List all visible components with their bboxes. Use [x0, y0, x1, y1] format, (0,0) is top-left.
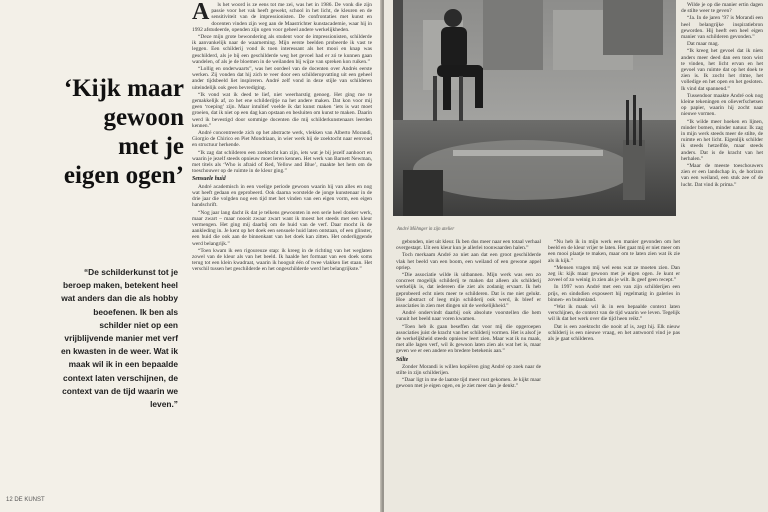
paragraph: “Die associatie wilde ik uitbannen. Mijn werk was een zo concreet mogelijk schilderij te maken dat alleen als schilderij werkelijk is, dat iedereen die ziet als zodanig ervaart. Ik heb geprobeerd echt niets meer te schilderen. Dat is me niet gelukt. Hoe abstract of leeg mijn schilderij ook werd, ik bleef er associaties in zien met dingen uit de werkelijkheid.” [396, 272, 541, 310]
left-page [0, 0, 382, 512]
right-column-3 [681, 2, 763, 507]
paragraph: gebonden, niet uit kleur. Ik ben dus meer naar een totaal verhaal overgestapt. Uit een kleur kun je allerlei toonwaarden halen.” [396, 239, 541, 252]
paragraph: “Nu heb ik in mijn werk een manier gevonden om het beeld en de kleur vrijer te laten. Het gaat mij er niet meer om een mooi plaatje te maken, maar om te laten zien wat ik zie als ik kijk.” [548, 239, 680, 264]
paragraph: “Lollig en onderwaarts”, was het oordeel van de docenten over Andrés eerste werken. Zij vonden dat hij zich te veer door een schilderopvatting uit een geheel ander tijdsbeeld liet inspireren. André zelf vond in deze stijle van schilderen uiteindelijk ook geen bevrediging. [192, 66, 372, 91]
paragraph: “Ik kreeg het gevoel dat ik niets anders meer deed dan een toon wist te vinden, het licht ervan en het gevoel van ruimte dat op het doek te zien is. Ik zocht het ritme, het volledige en het open en het gesloten. Ik vind dat spannend.” [681, 48, 763, 92]
paragraph: “Ik zag dat schilderen een zoektocht kan zijn, iets wat je bij jezelf aanhoort en waarin je jezelf steeds opnieuw moet leren kennen. Het werk van Barnett Newman, met titels als ‘Who is afraid of Red, Yellow and Blue’, maakte het hem om de toeschouwer op de ruimte in de kleur ging.” [192, 149, 372, 175]
paragraph: “Nog jaar lang dacht ik dat je telkens gewoonten in een serie heel donker werk, maar zwart – maar noooit zwaar zwart want ik moest het steeds met een kleur vermengen. Het ging mij daarbij om de huid van de verf. Daar mocht ik de aankleding in. Je kent op het doek een sensuele huid laten ontstaan, of een glinster, een huid die ook aan de binnenkant van het doek kan zitten. Het onderliggende werd belangrijk.” [192, 209, 372, 247]
paragraph: “Ik wilde meer hoeken en lijnen, minder bomen, minder natuur. Ik zag in mijn werk steeds meer de stilte, de ruimte en het licht. Eigenlijk schilder ik steeds hetzelfde, maar steeds anders. Dat is de kracht van het herhalen.” [681, 118, 763, 162]
page-folio: 12 DE KUNST [6, 497, 45, 503]
pull-quote: “De schilderkunst tot je beroep maken, betekent heel wat anders dan die als hobby beoefenen. Ik ben als schilder niet op een vrijblijvende manier met verf en kwasten in de weer. Wat ik maak wil ik in een bepaalde context laten verschijnen, de context van de tijd waarin we leven.” [61, 267, 178, 410]
headline [34, 74, 184, 190]
interview-question: Wilde je op die manier ertin dagen de stilte weer te geven? [681, 2, 763, 15]
right-page [384, 0, 768, 512]
paragraph: Tussendoor maakte André ook nog kleine tekeningen en olieverfschetsen op papier, waarin hij zocht naar nieuwe vormen. [681, 92, 763, 118]
paragraph: Dat is een zoektocht die nooit af is, zegt hij. Elk nieuw schilderij is een nieuwe vraag, en het antwoord vind je pas als je gaat schilderen. [548, 323, 680, 343]
paragraph: André ondervindt daarbij ook absolute voorstellen die hem vanuit het beeld naar voren kwamen. [396, 310, 541, 323]
headline-word: ‘Kijk [63, 75, 121, 102]
paragraph: “Deze mijn grote bewondering als student voor de impressionisten, schilderde ik aanvankelijk naar de waarneming. Mijn eerste beelden probeerde ik vast te leggen. Een schilderij vond ik toen interessant als het mooi en knap was geschilderd, als je bij een geschilderde weg het gevoel had er zó te kunnen gaan wandelen, of als je de bloemen in de weilanden bij wijze van spreken kon ruiken.” [192, 34, 372, 65]
studio-photo-illustration [393, 0, 676, 216]
paragraph: Dat maar mag. [687, 41, 719, 48]
paragraph: “Ja. In de jaren ’97 is Morandi een heel belangrijke inspiratiebron geworden. Hij heeft een heel eigen manier van schilderen gevonden.” [681, 15, 763, 41]
subheading: Sensuele huid [192, 176, 226, 183]
paragraph: “Maar de meeste toeschouwers zien er een landschap in, de horizon van een weiland, een stuk zee of de lucht. Dat vind ik prima.” [681, 163, 763, 188]
photo-caption: André Möhnger in zijn atelier [397, 227, 455, 232]
paragraph: In 1997 won André met een van zijn schilderijen een prijs, en sindsdien exposeert hij regelmatig in galeries in binnen- en buitenland. [548, 284, 680, 303]
left-article-column [192, 2, 372, 502]
subheading: Stilte [396, 356, 409, 363]
artist-photo [393, 0, 676, 216]
headline-word: met [118, 133, 159, 160]
paragraph: “Toen heb ik gaan beseffen dat voor mij die opgeroepen associaties juist de kracht van het schilderij vormen. Het is alsof je de werkelijkheid steeds opnieuw leert zien. Maar wat ik nu maak, met alle lagen verf, wil ik gewoon laten zien als wat het is, maar geven we er een andere en bredere betekenis aan.” [396, 323, 541, 355]
paragraph: André academisch in een voelige periode gewoon waarin hij van alles en nog wat heeft gedaan en geprobeerd. Ook daarna worstelde de jonge kunstenaar in de drie jaar die volgden nog een tijd met het vinden van een eigen vorm, een eigen handschrift. [192, 183, 372, 209]
right-column-2 [548, 239, 680, 509]
headline-word: ogen’ [125, 162, 184, 189]
drop-cap: A [192, 2, 210, 25]
paragraph: Zonder Morandi is willen kopiëren ging André op zoek naar de stilte in zijn schilderijen. [396, 363, 541, 377]
headline-word: je [164, 133, 184, 160]
paragraph: “Ik vond wat ik deed te lief, niet weerbarstig genoeg. Het ging me te gemakkelijk af, zo het ene schilderijtje na het andere maken. Dat kon voor mij geen ‘roeping’ zijn. Maar intuïtief voelde ik dat kunst maken ‘iets is wat moet groeien, dat ik niet op een dag kan opstaan en besluiten om kunst te maken. Daarin werd ik bevestigd door sommige docenten die mij schilderkunstenaars leerden kennen.” [192, 91, 372, 129]
paragraph: “Wat ik maak wil ik in een bepaalde context laten verschijnen, de context van de tijd waarin we leven. Tegelijk wil ik dat het werk over die tijd heen reikt.” [548, 304, 680, 323]
paragraph: “Mensen vragen mij wel eens wat ze moeten zien. Dan zeg ik: kijk maar gewoon met je eigen ogen. Je kunt er zoveel of zo weinig in zien als je wilt. Ik geef geen recept.” [548, 264, 680, 284]
headline-word: gewoon [103, 104, 184, 131]
paragraph: “Daar ligt in me de laatste tijd meer rust gekomen. Je kijkt maar gewoon met je eigen ogen, en je ziet meer dan je denkt.” [396, 377, 541, 390]
headline-word: eigen [63, 162, 120, 189]
paragraph: ls het woord is ze eens tot me zei, was het in 1986. De vonk die zijn passie voor het vak heeft gewekt, school in het licht, de kleuren en de sensitiviteit van de impressionisten. De confrontaties met kunst en docenten vinden zijn weg aan de Maastrichter kunstacademie, waar hij in 1992 afstudeerde, openden zijn ogen voor geheel andere werkelijkheden. [192, 2, 372, 33]
paragraph: André concentreerde zich op het abstracte werk, vlekken van Alberto Morandi, Giorgio de Chirico en Piet Mondriaan, in wier werk hij de zoektocht naar eenvoud en structuur herkende. [192, 130, 372, 149]
paragraph: Toch merkaam André zo niet aan dat een groot geschilderde vlak het beeld van een boom, een weiland of een gewone appel opriep. [396, 252, 541, 271]
right-column-1 [396, 239, 541, 509]
paragraph: “Toen kwam ik een rigoureuze stap: ik kreeg in de richting van het weglaten zowel van de kleur als van het beeld. Ik haalde het formaat van een doek soms terug tot een klein kwadraat, waarin ik hooguit één of twee vlakken liet staan. Het verschil tussen het geschilderde en het ongeschilderde werd het belangrijkste.” [192, 247, 372, 273]
headline-word: maar [127, 75, 184, 102]
